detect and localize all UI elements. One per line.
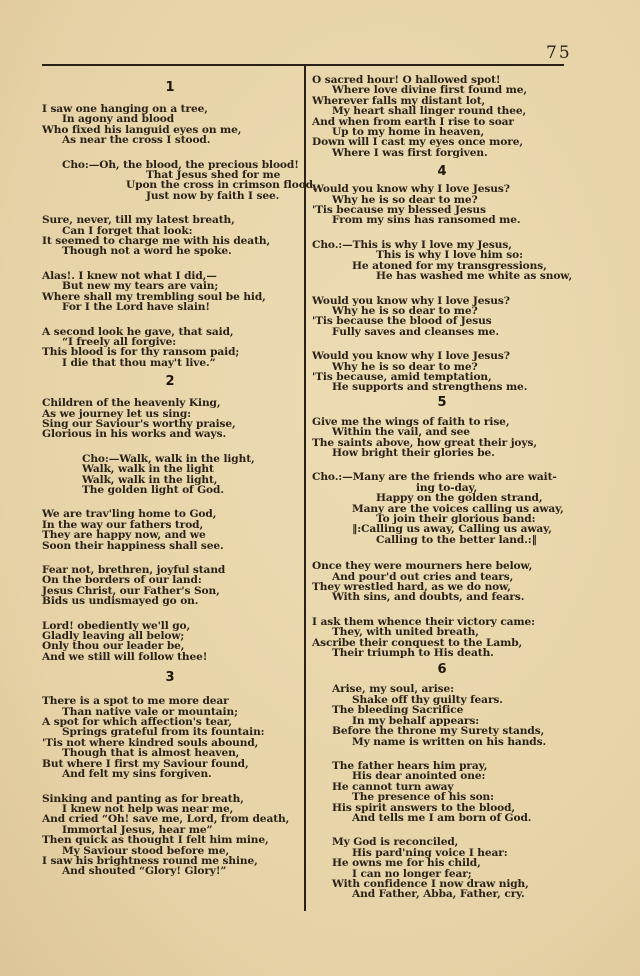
verse-line: He owns me for his child, <box>332 857 481 870</box>
verse-line: Wherever falls my distant lot, <box>312 94 486 107</box>
verse-line: My God is reconciled, <box>332 836 459 849</box>
verse-line: As we journey let us sing: <box>42 407 191 420</box>
verse-line: He supports and strengthens me. <box>332 381 528 394</box>
verse-line: For I the Lord have slain! <box>62 301 210 314</box>
chorus-line: Cho.:—This is why I love my Jesus, <box>312 238 512 251</box>
chorus-line: Happy on the golden strand, <box>376 492 543 505</box>
verse-line: Children of the heavenly King, <box>42 397 221 410</box>
hymn3-stanza3 <box>312 75 572 158</box>
verse-line: Gladly leaving all below; <box>42 630 185 643</box>
verse-line: It seemed to charge me with his death, <box>42 235 271 248</box>
verse-line: In agony and blood <box>62 113 175 126</box>
hymn3-stanza2 <box>42 794 298 877</box>
hymn4-stanza3 <box>312 351 572 393</box>
verse-line: His spirit answers to the blood, <box>332 801 516 814</box>
chorus-line: This is why I love him so: <box>376 249 523 262</box>
hymn-number: 2 <box>165 374 175 390</box>
verse-line: Within the vail, and see <box>332 426 470 439</box>
verse-line: Why he is so dear to me? <box>332 193 478 206</box>
verse-line: From my sins has ransomed me. <box>332 214 521 227</box>
verse-line: And cried “Oh! save me, Lord, from death, <box>42 813 290 826</box>
verse-line: And tells me I am born of God. <box>352 811 532 824</box>
left-column <box>42 66 317 891</box>
chorus-line: He atoned for my transgressions, <box>352 259 547 272</box>
verse-line: Can I forget that look: <box>62 224 193 237</box>
verse-line: They are happy now, and we <box>42 529 206 542</box>
verse-line: With sins, and doubts, and fears. <box>332 591 525 604</box>
verse-line: Soon their happiness shall see. <box>42 539 224 552</box>
verse-line: Why he is so dear to me? <box>332 304 478 317</box>
verse-line: Where shall my trembling soul be hid, <box>42 290 266 303</box>
hymn-number: 5 <box>437 394 447 410</box>
verse-line: He cannot turn away <box>332 780 454 793</box>
chorus-line: Upon the cross in crimson flood, <box>126 179 317 192</box>
verse-line: A second look he gave, that said, <box>42 325 234 338</box>
hymn6-stanza3 <box>312 837 572 899</box>
verse-line: Before the throne my Surety stands, <box>332 725 545 738</box>
verse-line: 'Tis not where kindred souls abound, <box>42 736 259 749</box>
verse-line: Immortal Jesus, hear me” <box>62 823 213 836</box>
verse-line: Fear not, brethren, joyful stand <box>42 564 226 576</box>
chorus-line: The golden light of God. <box>82 483 224 496</box>
verse-line: Up to my home in heaven, <box>332 126 485 139</box>
verse-line: Down will I cast my eyes once more, <box>312 136 523 149</box>
verse-line: 'Tis because the blood of Jesus <box>312 315 492 328</box>
verse-line: And when from earth I rise to soar <box>312 115 514 128</box>
verse-line: And felt my sins forgiven. <box>62 768 212 781</box>
chorus-line: That Jesus shed for me <box>146 169 281 182</box>
verse-line: Only thou our leader be, <box>42 640 185 653</box>
hymn1-stanza3 <box>42 271 298 313</box>
chorus-line: ‖:Calling us away, Calling us away, <box>352 523 552 536</box>
verse-line: Though that is almost heaven, <box>62 747 240 760</box>
hymn4-chorus <box>312 240 572 282</box>
chorus-line: ing to-day, <box>416 481 478 494</box>
hymn-number: 1 <box>165 80 175 95</box>
hymn3-stanza1 <box>42 696 298 779</box>
hymn2-stanza2 <box>42 509 298 551</box>
chorus-line: To join their glorious band: <box>376 513 536 525</box>
verse-line: The saints above, how great their joys, <box>312 436 537 449</box>
chorus-line: Cho:—Oh, the blood, the precious blood! <box>62 158 299 171</box>
verse-line: Then quick as thought I felt him mine, <box>42 834 269 847</box>
hymn1-stanza4 <box>42 327 298 369</box>
verse-line: 'Tis because, amid temptation, <box>312 370 492 383</box>
verse-line: Would you know why I love Jesus? <box>312 183 510 196</box>
hymn5-stanza2 <box>312 561 572 603</box>
hymn2-stanza4 <box>42 621 298 663</box>
hymn-number: 6 <box>437 662 447 678</box>
verse-line: I saw his brightness round me shine, <box>42 854 258 867</box>
verse-line: Sing our Saviour's worthy praise, <box>42 417 236 430</box>
verse-line: Would you know why I love Jesus? <box>312 350 510 363</box>
column-divider <box>304 66 306 911</box>
verse-line: And pour'd out cries and tears, <box>332 570 514 583</box>
verse-line: Sinking and panting as for breath, <box>42 792 244 805</box>
chorus-line: Cho.:—Many are the friends who are wait- <box>312 471 557 484</box>
hymn-number: 3 <box>165 670 175 686</box>
verse-line: With confidence I now draw nigh, <box>332 877 529 890</box>
chorus-line: Calling to the better land.:‖ <box>376 533 537 546</box>
verse-line: But new my tears are vain; <box>62 280 219 293</box>
verse-line: His dear anointed one: <box>352 770 486 783</box>
verse-line: My name is written on his hands. <box>352 735 547 748</box>
hymn6-stanza2 <box>312 761 572 823</box>
hymn1-stanza1 <box>42 104 298 146</box>
verse-line: They wrestled hard, as we do now, <box>312 581 511 594</box>
verse-line: Why he is so dear to me? <box>332 360 478 373</box>
hymn2-stanza3 <box>42 565 298 607</box>
hymn2-chorus <box>42 454 298 496</box>
verse-line: I knew not help was near me, <box>62 802 234 815</box>
verse-line: Bids us undismayed go on. <box>42 595 199 608</box>
verse-line: The bleeding Sacrifice <box>332 704 464 717</box>
verse-line: And we still will follow thee! <box>42 650 208 663</box>
verse-line: We are trav'ling home to God, <box>42 508 217 521</box>
verse-line: Arise, my soul, arise: <box>332 683 454 696</box>
verse-line: They, with united breath, <box>332 626 479 639</box>
verse-line: As near the cross I stood. <box>62 134 211 147</box>
verse-line: My Saviour stood before me, <box>62 844 230 857</box>
verse-line: Would you know why I love Jesus? <box>312 294 510 307</box>
verse-line: Fully saves and cleanses me. <box>332 325 499 338</box>
verse-line: Ascribe their conquest to the Lamb, <box>312 636 523 649</box>
verse-line: But where I first my Saviour found, <box>42 757 249 770</box>
chorus-line: Many are the voices calling us away, <box>352 502 564 515</box>
verse-line: There is a spot to me more dear <box>42 695 229 708</box>
hymn1-chorus <box>42 158 317 202</box>
verse-line: A spot for which affection's tear, <box>42 716 232 729</box>
verse-line: His pard'ning voice I hear: <box>352 846 508 859</box>
right-column <box>312 66 572 914</box>
verse-line: Sure, never, till my latest breath, <box>42 214 235 227</box>
verse-line: Glorious in his works and ways. <box>42 428 227 441</box>
hymn-number: 4 <box>437 164 447 180</box>
chorus-line: Cho:—Walk, walk in the light, <box>82 452 255 465</box>
hymn6-stanza1 <box>312 684 572 746</box>
verse-line: Shake off thy guilty fears. <box>352 693 503 706</box>
verse-line: In my behalf appears: <box>352 714 480 727</box>
verse-line: Give me the wings of faith to rise, <box>312 415 510 428</box>
verse-line: On the borders of our land: <box>42 574 202 587</box>
chorus-line: Walk, walk in the light <box>82 463 214 476</box>
hymn5-stanza1 <box>312 417 572 459</box>
verse-line: I saw one hanging on a tree, <box>42 103 208 115</box>
verse-line: Lord! obediently we'll go, <box>42 619 191 632</box>
page-number: 75 <box>546 43 572 63</box>
hymn5-chorus <box>312 472 572 545</box>
chorus-line: Walk, walk in the light, <box>82 473 218 486</box>
verse-line: And shouted “Glory! Glory!” <box>62 865 227 878</box>
verse-line: Alas!. I knew not what I did,— <box>42 269 217 282</box>
verse-line: This blood is for thy ransom paid; <box>42 346 240 359</box>
verse-line: Where love divine first found me, <box>332 84 527 97</box>
verse-line: Than native vale or mountain; <box>62 705 238 718</box>
verse-line: In the way our fathers trod, <box>42 518 204 531</box>
verse-line: The presence of his son: <box>352 791 494 804</box>
verse-line: “I freely all forgive: <box>62 335 177 348</box>
verse-line: And Father, Abba, Father, cry. <box>352 888 525 901</box>
verse-line: Springs grateful from its fountain: <box>62 726 265 739</box>
verse-line: The father hears him pray, <box>332 759 488 772</box>
hymn4-stanza1 <box>312 184 572 226</box>
chorus-line: He has washed me white as snow, <box>376 270 573 283</box>
verse-line: Who fixed his languid eyes on me, <box>42 123 242 136</box>
verse-line: How bright their glories be. <box>332 446 495 459</box>
hymn4-stanza2 <box>312 296 572 338</box>
verse-line: I die that thou may't live.” <box>62 356 216 369</box>
verse-line: Jesus Christ, our Father's Son, <box>42 584 220 597</box>
verse-line: O sacred hour! O hallowed spot! <box>312 74 501 86</box>
verse-line: I ask them whence their victory came: <box>312 615 535 628</box>
verse-line: Their triumph to His death. <box>332 647 494 660</box>
verse-line: Though not a word he spoke. <box>62 245 232 258</box>
hymn5-stanza3 <box>312 617 572 659</box>
verse-line: 'Tis because my blessed Jesus <box>312 204 486 217</box>
verse-line: Where I was first forgiven. <box>332 146 488 159</box>
verse-line: Once they were mourners here below, <box>312 560 533 573</box>
hymn1-stanza2 <box>42 215 298 257</box>
hymn2-stanza1 <box>42 398 298 440</box>
verse-line: My heart shall linger round thee, <box>332 105 527 118</box>
chorus-line: Just now by faith I see. <box>146 189 280 202</box>
verse-line: I can no longer fear; <box>352 867 472 880</box>
